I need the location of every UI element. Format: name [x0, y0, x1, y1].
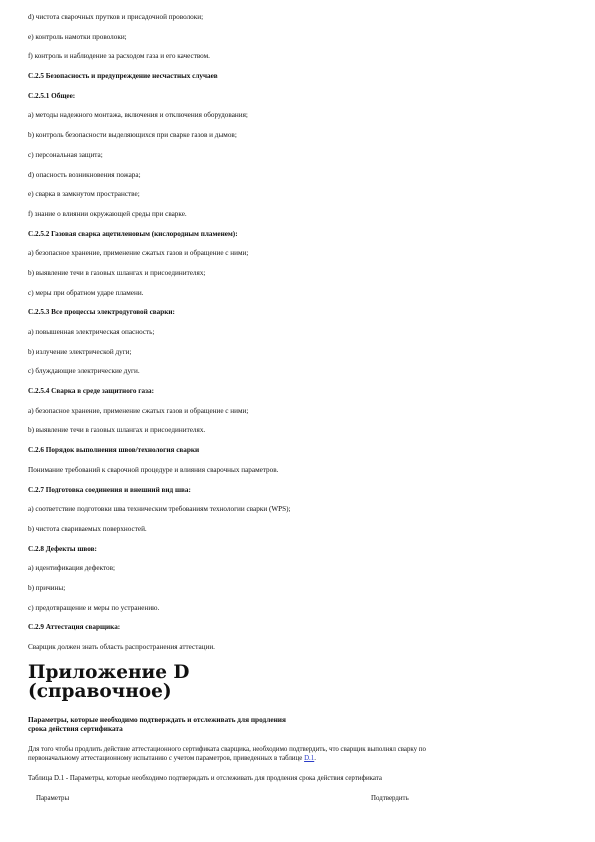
text-line: c) предотвращение и меры по устранению. — [28, 603, 160, 612]
text-line: b) выявление течи в газовых шлангах и присоединителях; — [28, 268, 206, 277]
text-line: b) чистота свариваемых поверхностей. — [28, 524, 147, 533]
appendix-subtitle-line2: срока действия сертификата — [28, 724, 123, 734]
text-line: b) причины; — [28, 583, 66, 592]
text-line: f) контроль и наблюдение за расходом газа и его качеством. — [28, 52, 210, 61]
section-heading: C.2.9 Аттестация сварщика: — [28, 623, 121, 632]
document-page — [28, 13, 580, 805]
text-line: b) контроль безопасности выделяющихся при сварке газов и дымов; — [28, 131, 237, 140]
text-line: a) безопасное хранение, применение сжатых газов и обращение с ними; — [28, 406, 249, 415]
text-line: e) контроль намотки проволоки; — [28, 32, 127, 41]
text-line: c) блуждающие электрические дуги. — [28, 367, 140, 376]
text-line: a) безопасное хранение, применение сжатых газов и обращение с ними; — [28, 249, 249, 258]
text-line: a) повышенная электрическая опасность; — [28, 328, 155, 336]
section-heading: C.2.8 Дефекты швов: — [28, 544, 97, 553]
section-heading: C.2.7 Подготовка соединения и внешний вид шва: — [28, 485, 191, 494]
appendix-paragraph — [28, 745, 580, 764]
text-line: f) знание о влиянии окружающей среды при сварке. — [28, 209, 187, 218]
paragraph-line2-end: . — [314, 755, 316, 763]
section-heading: C.2.5.3 Все процессы электродуговой сварки: — [28, 308, 175, 317]
text-line: a) соответствие подготовки шва техническим требованиям технологии сварки (WPS); — [28, 505, 291, 514]
appendix-subtitle-line1: Параметры, которые необходимо подтверждать и отслеживать для продления — [28, 714, 286, 724]
table-header-confirm: Подтвердить — [371, 794, 409, 802]
text-line: c) персональная защита; — [28, 150, 103, 159]
text-line: e) сварка в замкнутом пространстве; — [28, 190, 140, 199]
appendix-title — [28, 663, 580, 702]
table-d1-link[interactable]: D.1 — [304, 755, 315, 763]
section-heading: C.2.5.1 Общее: — [28, 91, 76, 100]
table-header-row — [28, 795, 580, 805]
appendix-title-line1: Приложение D — [28, 661, 190, 683]
section-c-text — [28, 13, 580, 652]
text-line: b) излучение электрической дуги; — [28, 347, 132, 356]
appendix-title-line2: (справочное) — [28, 681, 172, 703]
section-heading: C.2.5.2 Газовая сварка ацетиленовым (кислородным пламенем): — [28, 229, 238, 238]
text-line: b) выявление течи в газовых шлангах и присоединителях. — [28, 426, 206, 435]
section-heading: C.2.5.4 Сварка в среде защитного газа: — [28, 387, 154, 396]
text-line: Понимание требований к сварочной процедуре и влияния сварочных параметров. — [28, 465, 279, 474]
text-line: c) меры при обратном ударе пламени. — [28, 288, 144, 297]
table-caption: Таблица D.1 - Параметры, которые необходимо подтверждать и отслеживать для продления срока действия сертификата — [28, 774, 382, 782]
table-header-parameters: Параметры — [36, 794, 70, 802]
text-line: d) опасность возникновения пожара; — [28, 170, 141, 179]
appendix-subtitle — [28, 715, 580, 734]
paragraph-line2-text: первоначальному аттестационному испытанию с учетом параметров, приведенных в таблице — [28, 755, 305, 763]
text-line: d) чистота сварочных прутков и присадочной проволоки; — [28, 13, 204, 21]
text-line: a) методы надежного монтажа, включения и отключения оборудования; — [28, 111, 248, 120]
text-line: a) идентификация дефектов; — [28, 564, 115, 573]
section-heading: C.2.5 Безопасность и предупреждение несчастных случаев — [28, 72, 218, 81]
paragraph-line1: Для того чтобы продлить действие аттестационного сертификата сварщика, необходимо подтвердить, что сварщик выполнял сварку по — [28, 745, 426, 753]
text-line: Сварщик должен знать область распространения аттестации. — [28, 643, 215, 651]
section-heading: C.2.6 Порядок выполнения швов/технология сварки — [28, 446, 200, 455]
